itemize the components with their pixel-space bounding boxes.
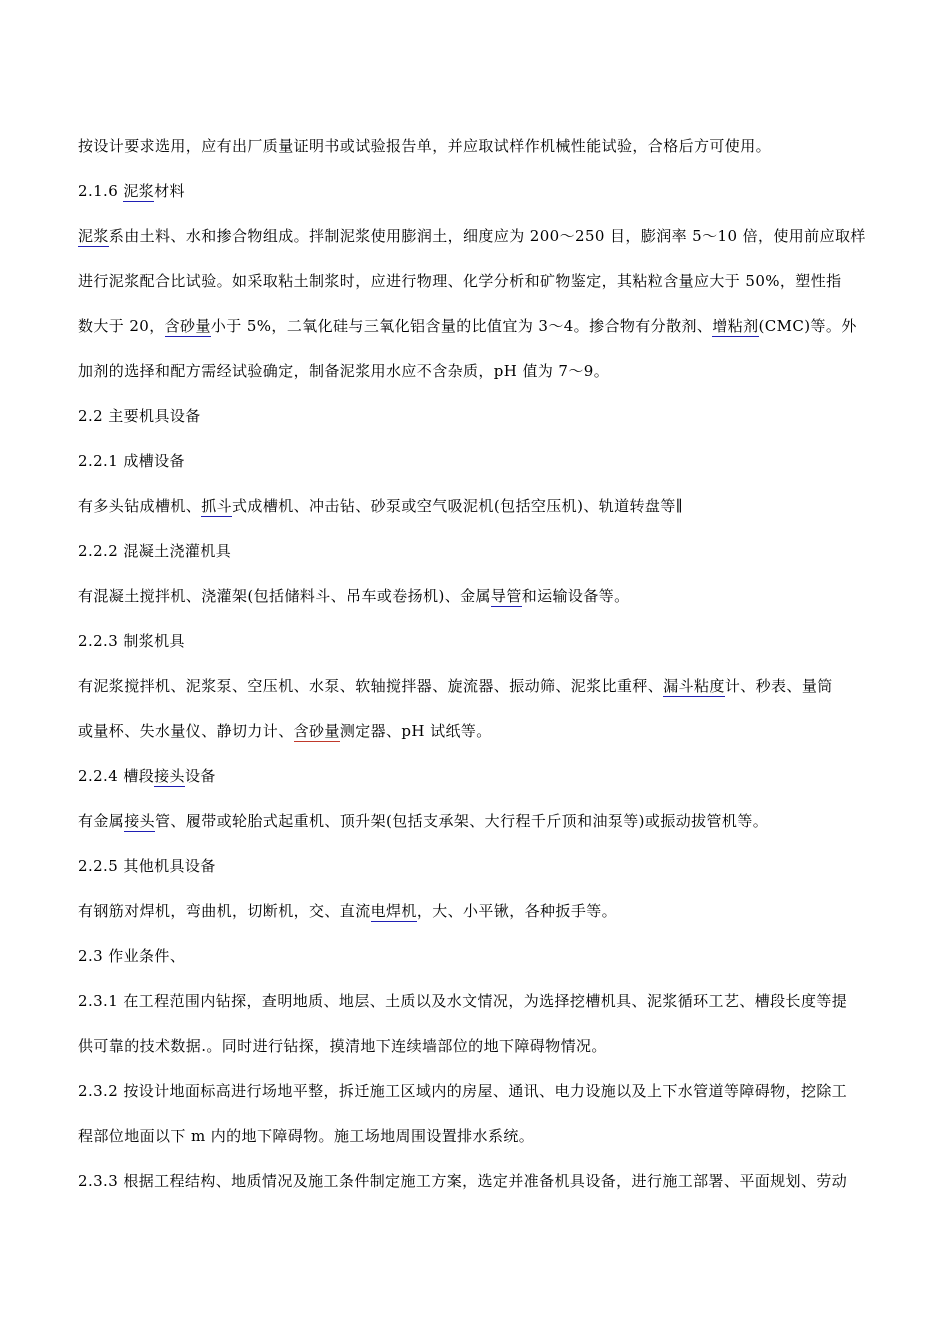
text-run: 管、履带或轮胎式起重机、顶升架(包括支承架、大行程千斤顶和油泵等)或振动拔管机等。 — [155, 812, 769, 830]
text-run: 数大于 20， — [78, 317, 165, 335]
text-run: 测定器、pH 试纸等。 — [339, 722, 492, 740]
text-line — [78, 619, 906, 664]
text-line — [78, 169, 906, 214]
hyperlink[interactable]: 泥浆 — [78, 227, 109, 245]
text-line — [78, 214, 906, 259]
text-run: 供可靠的技术数据.。同时进行钻探，摸清地下连续墙部位的地下障碍物情况。 — [78, 1037, 607, 1055]
text-run: 有泥浆搅拌机、泥浆泵、空压机、水泵、软轴搅拌器、旋流器、振动筛、泥浆比重秤、 — [78, 677, 664, 695]
text-line — [78, 754, 906, 799]
text-line — [78, 799, 906, 844]
text-line — [78, 124, 906, 169]
text-line — [78, 484, 906, 529]
text-run: 2.2.1 成槽设备 — [78, 452, 185, 470]
text-run: 有多头钻成槽机、 — [78, 497, 202, 515]
text-line — [78, 1024, 906, 1069]
text-run: 2.2.4 槽段 — [78, 767, 155, 785]
text-line — [78, 529, 906, 574]
text-line — [78, 1114, 906, 1159]
text-line — [78, 844, 906, 889]
text-run: 有金属 — [78, 812, 125, 830]
text-run: 计、秒表、量筒 — [724, 677, 833, 695]
text-line — [78, 259, 906, 304]
hyperlink[interactable]: 接头 — [124, 812, 156, 830]
hyperlink[interactable]: 含砂量 — [293, 722, 340, 740]
text-run: 有钢筋对焊机，弯曲机，切断机，交、直流 — [78, 902, 371, 920]
text-run: 2.2.2 混凝土浇灌机具 — [78, 542, 232, 560]
text-run: 和运输设备等。 — [521, 587, 630, 605]
text-run: 2.2.3 制浆机具 — [78, 632, 185, 650]
document-page — [78, 124, 906, 1204]
text-run: 有混凝土搅拌机、浇灌架(包括储料斗、吊车或卷扬机)、金属 — [78, 587, 491, 605]
text-run: 进行泥浆配合比试验。如采取粘土制浆时，应进行物理、化学分析和矿物鉴定，其粘粒含量应大于 50%，塑性指 — [78, 272, 842, 290]
text-line — [78, 394, 906, 439]
text-run: 按设计要求选用，应有出厂质量证明书或试验报告单，并应取试样作机械性能试验，合格后方可使用。 — [78, 137, 772, 155]
text-run: 2.3 作业条件、 — [78, 947, 186, 965]
text-run: 2.2.5 其他机具设备 — [78, 857, 216, 875]
text-run: 加剂的选择和配方需经试验确定，制备泥浆用水应不含杂质，pH 值为 7～9。 — [78, 362, 610, 380]
text-run: (CMC)等。外 — [758, 317, 857, 335]
text-run: 2.1.6 — [78, 182, 124, 200]
text-line — [78, 574, 906, 619]
text-run: 小于 5%，二氧化硅与三氧化铝含量的比值宜为 3～4。掺合物有分散剂、 — [210, 317, 713, 335]
text-line — [78, 304, 906, 349]
text-run: 2.2 主要机具设备 — [78, 407, 201, 425]
text-line — [78, 349, 906, 394]
text-run: 材料 — [154, 182, 185, 200]
hyperlink[interactable]: 漏斗粘度 — [663, 677, 725, 695]
text-line — [78, 439, 906, 484]
hyperlink[interactable]: 含砂量 — [164, 317, 211, 335]
text-run: 2.3.3 根据工程结构、地质情况及施工条件制定施工方案，选定并准备机具设备，进行施工部署、平面规划、劳动 — [78, 1172, 848, 1190]
hyperlink[interactable]: 接头 — [154, 767, 185, 785]
text-line — [78, 664, 906, 709]
text-line — [78, 1069, 906, 1114]
text-run: 设备 — [184, 767, 216, 785]
text-run: 程部位地面以下 m 内的地下障碍物。施工场地周围设置排水系统。 — [78, 1127, 535, 1145]
text-line — [78, 934, 906, 979]
hyperlink[interactable]: 导管 — [490, 587, 522, 605]
text-line — [78, 979, 906, 1024]
text-run: 2.3.2 按设计地面标高进行场地平整，拆迁施工区域内的房屋、通讯、电力设施以及上下水管道等障碍物，挖除工 — [78, 1082, 848, 1100]
text-line — [78, 1159, 906, 1204]
text-run: 或量杯、失水量仪、静切力计、 — [78, 722, 294, 740]
hyperlink[interactable]: 增粘剂 — [712, 317, 759, 335]
text-run: 系由土料、水和掺合物组成。拌制泥浆使用膨润土，细度应为 200～250 目，膨润率 5～10 倍，使用前应取样 — [108, 227, 866, 245]
hyperlink[interactable]: 电焊机 — [370, 902, 417, 920]
text-run: ，大、小平锹，各种扳手等。 — [416, 902, 618, 920]
hyperlink[interactable]: 抓斗 — [201, 497, 233, 515]
text-line — [78, 889, 906, 934]
hyperlink[interactable]: 泥浆 — [123, 182, 155, 200]
text-run: 式成槽机、冲击钻、砂泵或空气吸泥机(包括空压机)、轨道转盘等∥ — [232, 497, 684, 515]
text-run: 2.3.1 在工程范围内钻探，查明地质、地层、土质以及水文情况，为选择挖槽机具、泥浆循环工艺、槽段长度等提 — [78, 992, 848, 1010]
text-line — [78, 709, 906, 754]
